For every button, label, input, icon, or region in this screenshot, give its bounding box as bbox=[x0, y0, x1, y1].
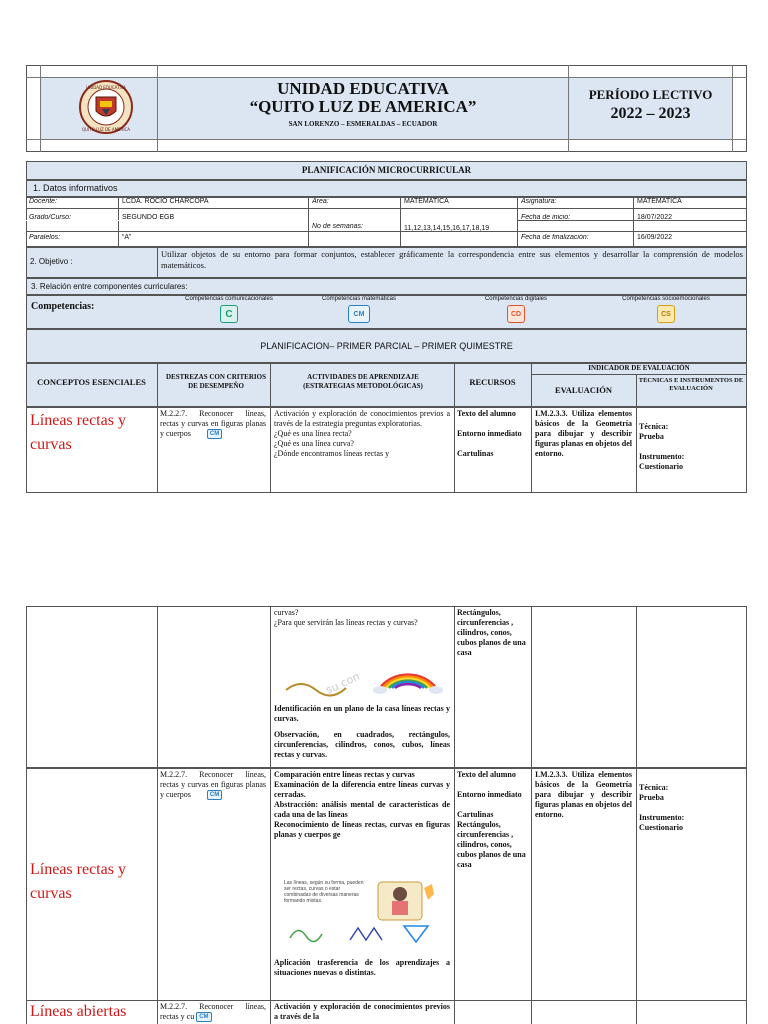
area-label: Área: bbox=[312, 198, 329, 205]
matematica-icon: CM bbox=[348, 305, 370, 323]
competencia-digital: Competencias digitales CD bbox=[451, 296, 581, 323]
school-name-line2: “QUITO LUZ DE AMERICA” bbox=[249, 98, 477, 116]
competencia-matematica: Competencias matemáticas CM bbox=[294, 296, 424, 323]
area-value: MATEMATICA bbox=[404, 198, 449, 205]
identificacion-text: Identificación en un plano de la casa líneas rectas y curvas. bbox=[274, 704, 450, 723]
cm-icon: CM bbox=[196, 1012, 211, 1022]
cm-icon: CM bbox=[207, 790, 222, 800]
competencia-comunicacional: Competencias comunicacionales C bbox=[164, 296, 294, 323]
header-actividades: ACTIVIDADES DE APRENDIZAJE (ESTRATEGIAS METODOLÓGICAS) bbox=[303, 373, 423, 390]
svg-text:UNIDAD EDUCATIVA: UNIDAD EDUCATIVA bbox=[86, 85, 126, 90]
lines-types-illustration: Las líneas, según su forma, pueden ser rectas, curvas o estar combinadas de diversas maneras formando mixtas. bbox=[282, 878, 448, 950]
cm-icon: CM bbox=[207, 429, 222, 439]
parcial-title: PLANIFICACION– PRIMER PARCIAL – PRIMER QUIMESTRE bbox=[26, 329, 747, 363]
paralelo-value: “A” bbox=[122, 234, 132, 241]
row2-evaluacion: I.M.2.3.3. Utiliza elementos básicos de la Geometría para dibujar y describir figuras planas en objetos del entorno. bbox=[535, 770, 632, 819]
row1-tecnicas: Técnica: Prueba Instrumento: Cuestionario bbox=[639, 422, 685, 471]
row1-recursos: Texto del alumno Entorno inmediato Cartulinas bbox=[457, 409, 522, 458]
header-indicador: INDICADOR DE EVALUACIÓN bbox=[588, 364, 690, 372]
observacion-text: Observación, en cuadrados, rectángulos, circunferencias, cilindros, conos, cubos, líneas rectas y curvas. bbox=[274, 730, 450, 759]
socioemocional-icon: CS bbox=[657, 305, 675, 323]
header-recursos: RECURSOS bbox=[469, 377, 516, 387]
header-conceptos: CONCEPTOS ESENCIALES bbox=[37, 377, 146, 387]
docente-value: LCDA. ROCIO CHARCOPA bbox=[122, 198, 209, 205]
period-label: PERÍODO LECTIVO bbox=[588, 87, 713, 102]
row2-actividad: Comparación entre líneas rectas y curvas Examinación de la diferencia entre líneas curvas y cerradas. Abstracción: análisis mental de características de cada una de las líneas Reconocimiento de líneas rectas, curvas en figuras planas y cuerpos ge bbox=[274, 770, 450, 839]
comunicacional-icon: C bbox=[220, 305, 238, 323]
row2-recursos: Texto del alumno Entorno inmediato Cartulinas Rectángulos, circunferencias , cilindros, conos, cubos planos de una casa bbox=[457, 770, 526, 869]
competencia-socioemocional: Competencias socioemocionales CS bbox=[596, 296, 736, 323]
lines-rainbow-illustration bbox=[276, 650, 448, 702]
row3-destreza: M.2.2.7. Reconocer líneas, rectas y cu CM bbox=[160, 1002, 266, 1021]
page-2 bbox=[26, 606, 747, 1024]
school-name-line1: UNIDAD EDUCATIVA bbox=[277, 80, 449, 98]
period-years: 2022 – 2023 bbox=[610, 105, 691, 122]
school-seal bbox=[76, 79, 136, 135]
asignatura-label: Asignatura: bbox=[521, 198, 557, 205]
semanas-value: 11,12,13,14,15,16,17,18,19 bbox=[404, 225, 490, 232]
header-tecnicas: TÉCNICAS E INSTRUMENTOS DE EVALUACIÓN bbox=[638, 377, 744, 392]
header-evaluacion: EVALUACIÓN bbox=[555, 385, 612, 395]
row2-destreza: M.2.2.7. Reconocer líneas, rectas y curvas en figuras planas y cuerpos CM bbox=[160, 770, 266, 799]
grado-value: SEGUNDO EGB bbox=[122, 214, 175, 221]
digital-icon: CD bbox=[507, 305, 525, 323]
row2-concepto: Líneas rectas y curvas bbox=[30, 861, 126, 902]
row1-destreza: M.2.2.7. Reconocer líneas, rectas y curvas en figuras planas y cuerpos CM bbox=[160, 409, 266, 438]
svg-text:su con: su con bbox=[323, 669, 362, 697]
inicio-value: 18/07/2022 bbox=[637, 214, 673, 221]
row3-concepto: Líneas abiertas bbox=[30, 1003, 127, 1020]
inicio-label: Fecha de inicio: bbox=[521, 214, 571, 221]
grado-label: Grado/Curso: bbox=[29, 214, 72, 221]
fin-value: 16/09/2022 bbox=[637, 234, 673, 241]
objetivo-text: Utilizar objetos de su entorno para formar conjuntos, establecer gráficamente la correspondencia entre sus elementos y desarrollar la comprensión de modelos matemáticos. bbox=[161, 249, 743, 270]
planificacion-title: PLANIFICACIÓN MICROCURRICULAR bbox=[26, 161, 747, 180]
objetivo-label: 2. Objetivo : bbox=[30, 257, 73, 266]
paralelo-label: Paralelos: bbox=[29, 234, 61, 241]
cont-actividad: curvas? ¿Para que servirán las líneas rectas y curvas? bbox=[274, 608, 418, 627]
relacion-heading: 3. Relación entre componentes curriculares: bbox=[26, 278, 747, 295]
asignatura-value: MATEMATICA bbox=[637, 198, 682, 205]
school-location: SAN LORENZO – ESMERALDAS – ECUADOR bbox=[288, 120, 438, 128]
svg-text:QUITO LUZ DE AMERICA: QUITO LUZ DE AMERICA bbox=[81, 127, 131, 132]
semanas-label: No de semanas: bbox=[312, 223, 363, 230]
row2-tecnicas: Técnica: Prueba Instrumento: Cuestionario bbox=[639, 783, 685, 832]
header-destrezas: DESTREZAS CON CRITERIOS DE DESEMPEÑO bbox=[166, 373, 266, 390]
competencias-label: Competencias: bbox=[31, 301, 95, 312]
page-1 bbox=[26, 65, 747, 493]
row1-concepto: Líneas rectas y curvas bbox=[30, 412, 126, 453]
datos-heading: 1. Datos informativos bbox=[26, 180, 747, 197]
cont-recursos: Rectángulos, circunferencias , cilindros, conos, cubos planos de una casa bbox=[457, 608, 526, 657]
row1-evaluacion: I.M.2.3.3. Utiliza elementos básicos de la Geometría para dibujar y describir figuras planas en objetos del entorno. bbox=[535, 409, 632, 458]
row1-actividad: Activación y exploración de conocimientos previos a través de la estrategia preguntas exploratorias. ¿Qué es una línea recta? ¿Qué es una línea curva? ¿Dónde encontramos líneas rectas y bbox=[274, 409, 450, 458]
aplicacion-text: Aplicación trasferencia de los aprendizajes a situaciones nuevas o distintas. bbox=[274, 958, 450, 977]
row3-actividad: Activación y exploración de conocimientos previos a través de la bbox=[274, 1002, 450, 1021]
fin-label: Fecha de finalización: bbox=[521, 234, 589, 241]
docente-label: Docente: bbox=[29, 198, 58, 205]
